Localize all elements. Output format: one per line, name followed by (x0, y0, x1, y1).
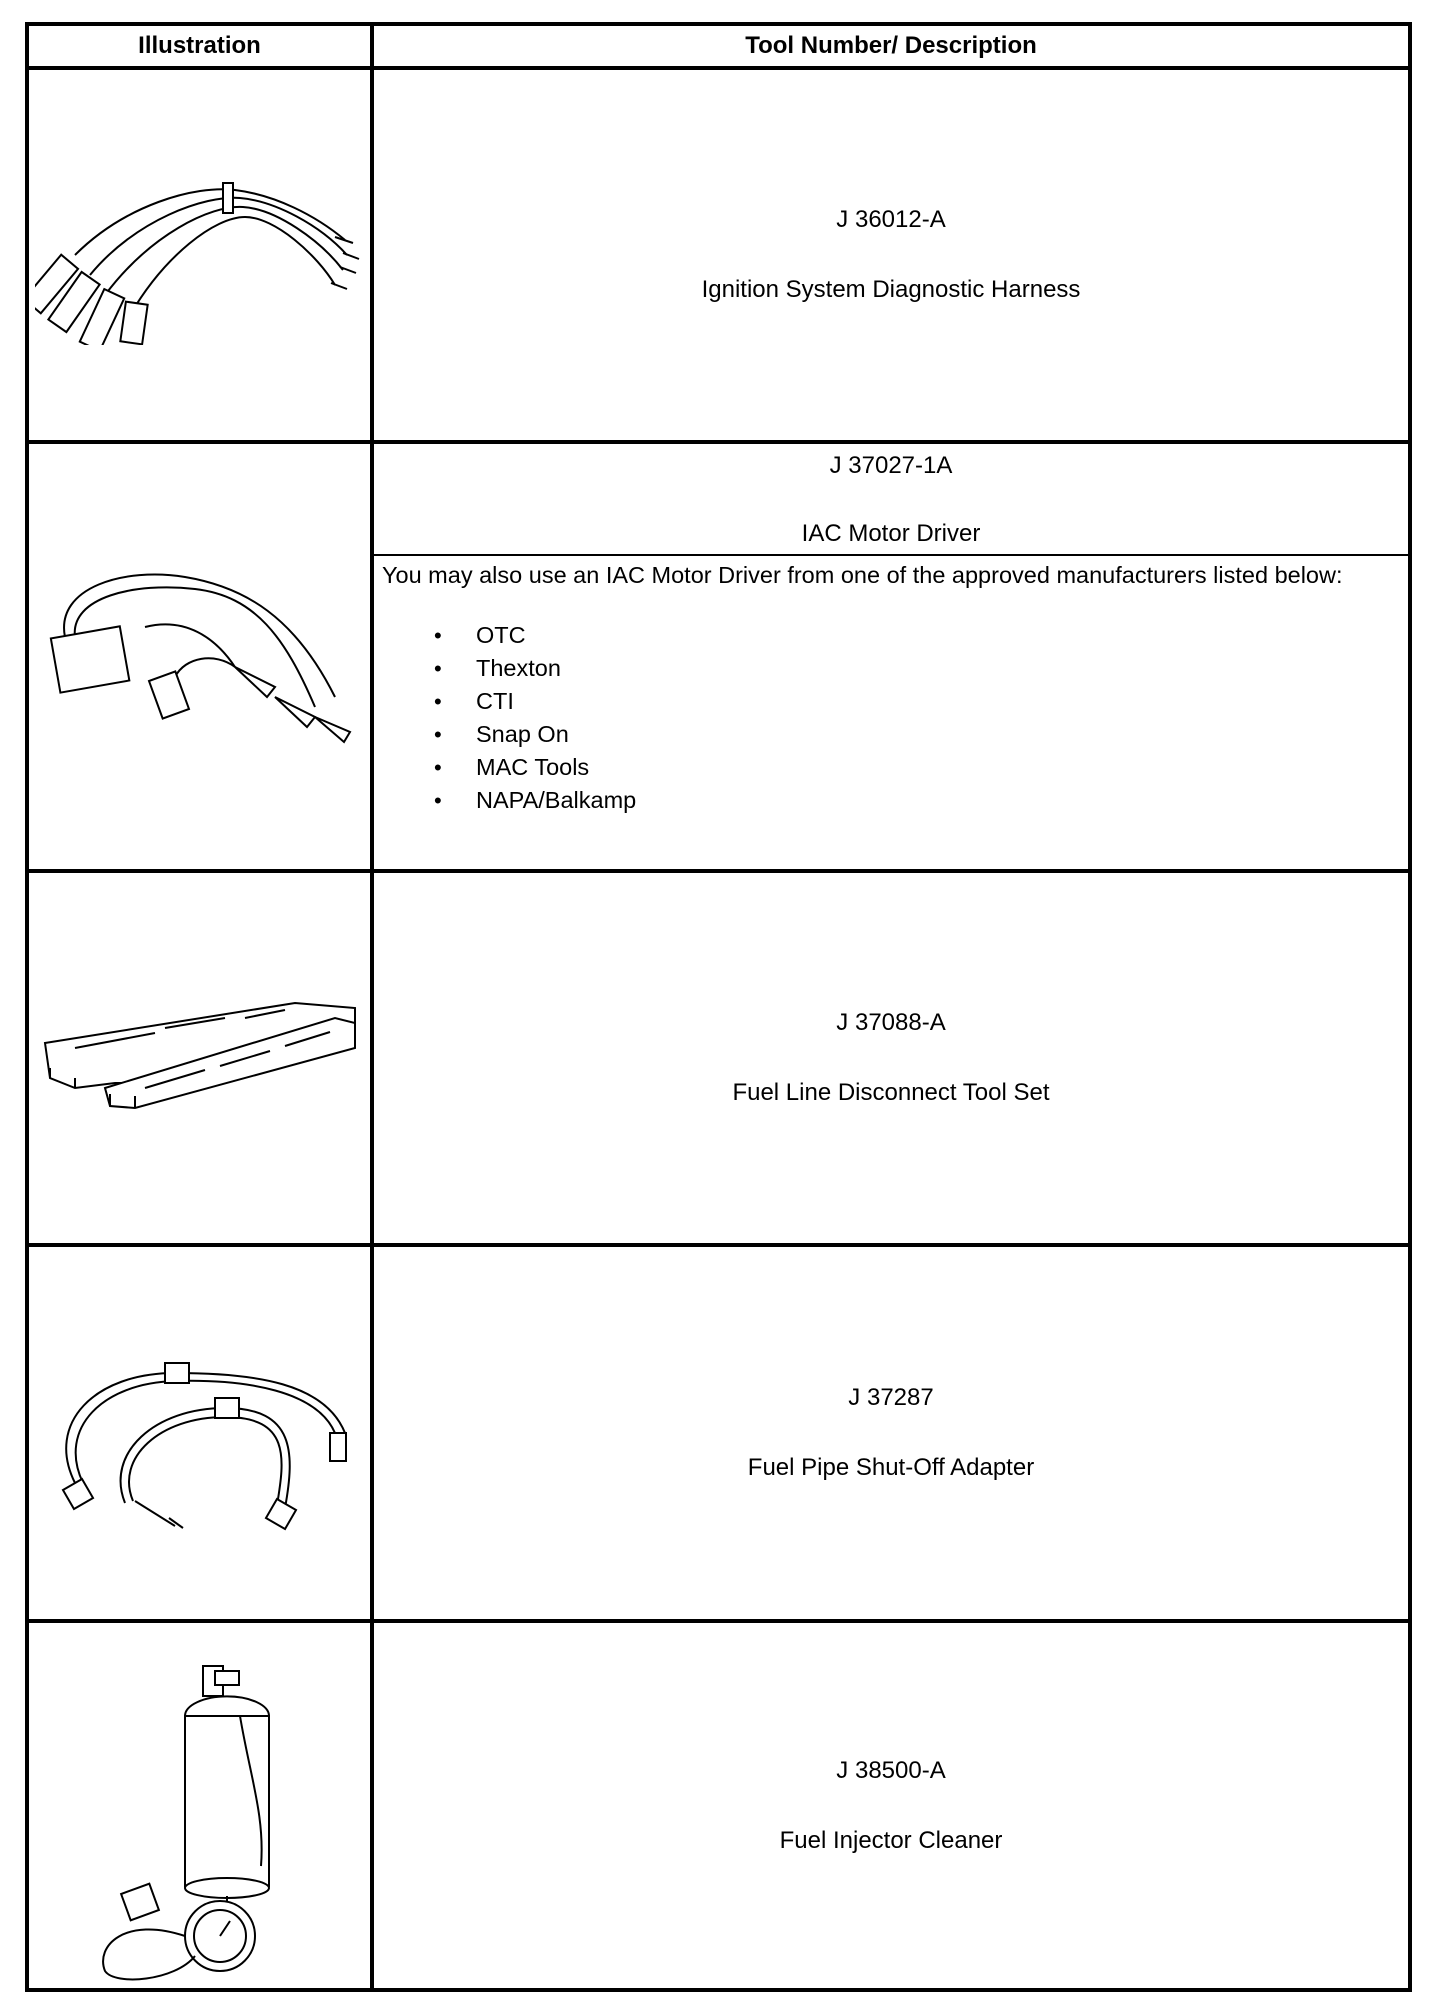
header-illustration: Illustration (138, 32, 261, 59)
manufacturer-name: Thexton (476, 655, 561, 681)
manufacturer-note (374, 556, 1408, 869)
tool-description: IAC Motor Driver (801, 520, 981, 547)
tool-description: Fuel Pipe Shut-Off Adapter (747, 1454, 1035, 1481)
manufacturer-name: MAC Tools (476, 754, 590, 780)
list-item (434, 751, 1408, 784)
illustration-cell (29, 1623, 370, 1988)
tool-description: Ignition System Diagnostic Harness (701, 276, 1081, 303)
list-item (434, 685, 1408, 718)
bullet-icon: • (434, 788, 442, 813)
tools-table (25, 22, 1412, 1992)
tool-number: J 37287 (848, 1384, 934, 1411)
description-cell (374, 444, 1408, 554)
tool-description: Fuel Injector Cleaner (779, 1826, 1003, 1854)
bullet-icon: • (434, 722, 442, 747)
injector-cleaner-icon (35, 1626, 365, 1986)
manufacturer-name: Snap On (476, 721, 569, 747)
hose-adapter-icon (35, 1333, 365, 1533)
motor-driver-icon (35, 557, 365, 757)
list-item (434, 652, 1408, 685)
list-item (434, 619, 1408, 652)
tool-description: Fuel Line Disconnect Tool Set (732, 1079, 1050, 1106)
disconnect-tool-icon (35, 988, 365, 1128)
note-text: You may also use an IAC Motor Driver from one of the approved manufacturers listed below: (382, 562, 1343, 588)
manufacturer-name: NAPA/Balkamp (476, 787, 637, 813)
description-cell (374, 70, 1408, 440)
bullet-icon: • (434, 689, 442, 714)
header-description: Tool Number/ Description (745, 32, 1037, 59)
bullet-icon: • (434, 755, 442, 780)
illustration-cell (29, 70, 370, 440)
description-cell (374, 873, 1408, 1243)
list-item (434, 784, 1408, 817)
manufacturer-name: CTI (476, 688, 514, 714)
illustration-cell (29, 1247, 370, 1619)
tool-number: J 36012-A (836, 206, 946, 233)
illustration-cell (29, 873, 370, 1243)
manufacturer-name: OTC (476, 622, 526, 648)
tool-number: J 38500-A (836, 1756, 946, 1784)
description-cell (374, 1247, 1408, 1619)
list-item (434, 718, 1408, 751)
bullet-icon: • (434, 656, 442, 681)
tool-number: J 37088-A (836, 1009, 946, 1036)
illustration-cell (29, 444, 370, 869)
manufacturer-list (374, 619, 1408, 817)
bullet-icon: • (434, 623, 442, 648)
tool-number: J 37027-1A (829, 452, 953, 479)
wire-harness-icon (35, 165, 365, 345)
description-cell (374, 1623, 1408, 1988)
